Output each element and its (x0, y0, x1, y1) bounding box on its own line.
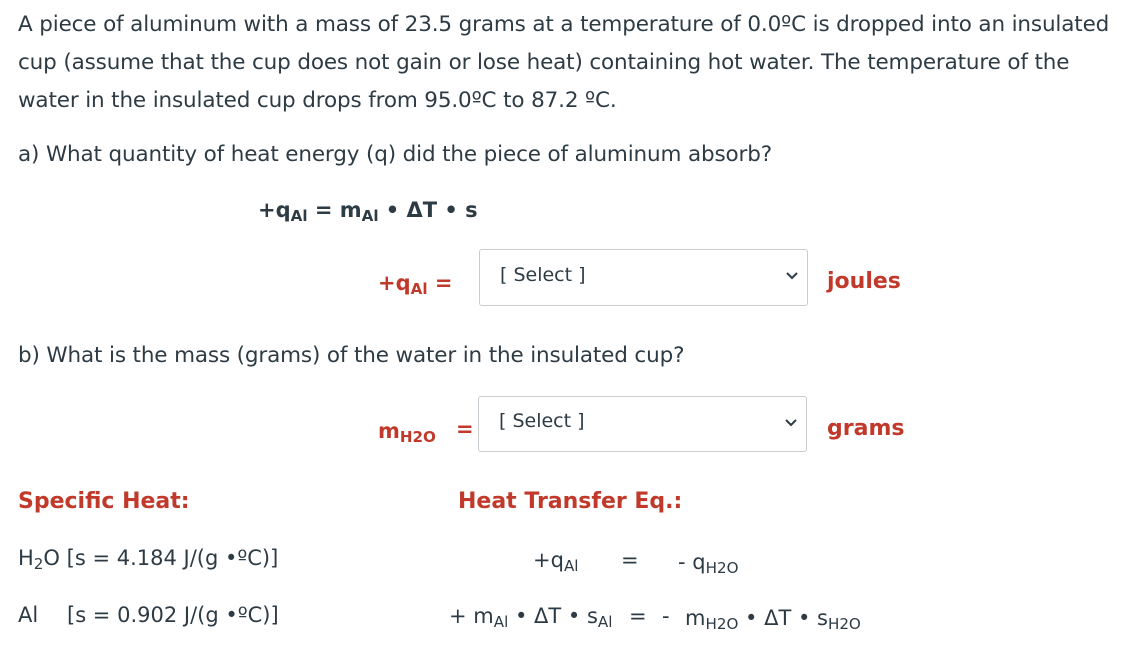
chevron-down-icon (785, 271, 799, 281)
ht-row2-left (449, 604, 612, 631)
answer-b-m-sub: H2O (399, 427, 436, 446)
water-2: 2 (33, 554, 44, 573)
specific-heat-al-name: Al (18, 603, 39, 627)
heat-transfer-title: Heat Transfer Eq.: (458, 489, 683, 514)
answer-a-q: +q (378, 271, 411, 295)
specific-heat-water (18, 546, 278, 573)
answer-b-eq: = (456, 417, 474, 441)
formula-m-sub: Al (361, 206, 379, 225)
chevron-down-icon (784, 418, 798, 428)
ht-row2-mid2: • ΔT • s (738, 606, 828, 630)
answer-b-label (378, 419, 436, 446)
ht-row1-right (678, 550, 738, 577)
answer-a-select[interactable] (479, 249, 808, 306)
answer-a-label (378, 271, 452, 298)
ht-row2-s2-sub: H2O (827, 614, 861, 633)
ht-row1-q: +q (533, 548, 564, 572)
formula-q-sub: Al (290, 206, 308, 225)
answer-a-select-value: [ Select ] (500, 264, 586, 286)
answer-b-select[interactable] (478, 396, 807, 452)
problem-statement: A piece of aluminum with a mass of 23.5 grams at a temperature of 0.0ºC is dropped into an insulated cup (assume that the cup does not gain or lose heat) containing hot water. The temperature of the water in the insulated cup drops from 95.0ºC to 87.2 ºC. (18, 12, 1110, 113)
ht-row2-eq: = (629, 604, 647, 628)
ht-row1-left (533, 548, 578, 575)
question-b: b) What is the mass (grams) of the water in the insulated cup? (18, 343, 685, 368)
answer-a-q-sub: Al (410, 279, 428, 298)
specific-heat-al-value: [s = 0.902 J/(g •ºC)] (67, 603, 279, 627)
ht-row2-m2: m (685, 606, 706, 630)
water-o: O (43, 546, 60, 570)
ht-row2-m2-sub: H2O (705, 614, 739, 633)
water-h: H (18, 546, 34, 570)
answer-a-unit: joules (827, 269, 901, 294)
formula-eq-m: = m (307, 198, 362, 222)
ht-row1-q2: - q (678, 550, 706, 574)
ht-row1-q-sub: Al (563, 556, 579, 575)
ht-row2-mid1: • ΔT • s (508, 604, 598, 628)
ht-row1-eq: = (621, 548, 639, 572)
ht-row2-s-sub: Al (597, 612, 613, 631)
question-a: a) What quantity of heat energy (q) did the piece of aluminum absorb? (18, 142, 773, 167)
ht-row2-minus: - (662, 604, 670, 628)
water-s-value: [s = 4.184 J/(g •ºC)] (59, 546, 279, 570)
ht-row2-right (685, 606, 861, 633)
answer-b-unit: grams (827, 416, 905, 441)
ht-row1-q2-sub: H2O (705, 558, 739, 577)
formula-q: +q (258, 198, 291, 222)
answer-a-eq: = (427, 271, 453, 295)
formula-a (258, 198, 478, 225)
ht-row2-m-sub: Al (493, 612, 509, 631)
formula-rest: • ΔT • s (378, 198, 478, 222)
answer-b-m: m (378, 419, 400, 443)
answer-b-select-value: [ Select ] (499, 410, 585, 432)
ht-row2-plus: + (449, 604, 467, 628)
specific-heat-title: Specific Heat: (18, 489, 190, 514)
ht-row2-m: m (473, 604, 494, 628)
